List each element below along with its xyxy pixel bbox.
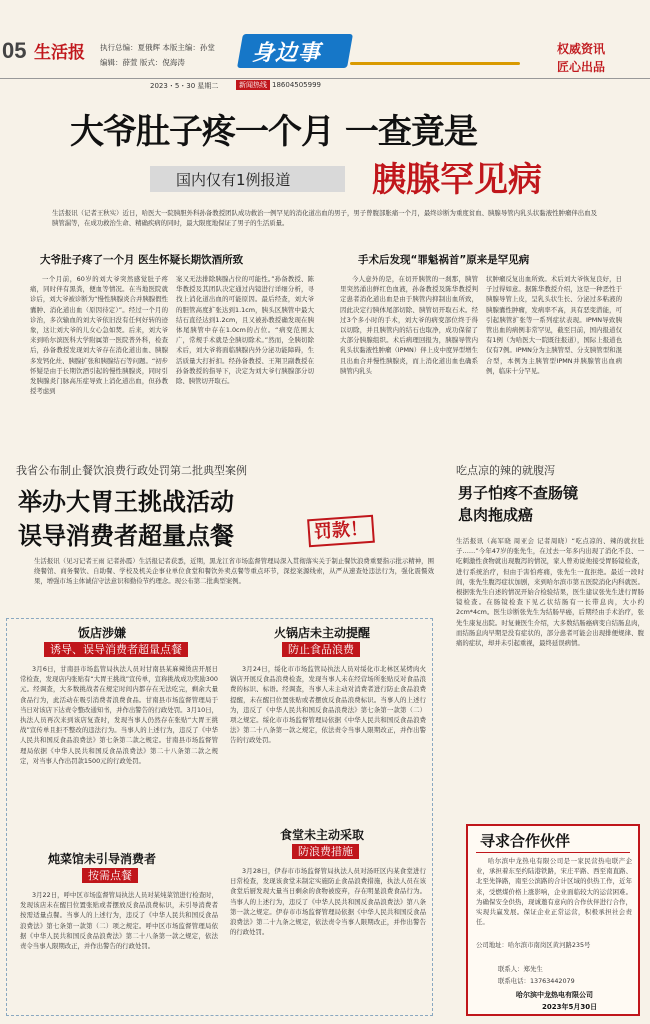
lead-column-3: 今人意外的是，在切开胰管的一刹那，胰管里突然涌出鲜红色血液，孙备教授及陈华教授判定患者消化道出血是由于胰管内抑制出血所致，因此决定行胰体尾部切除、胰管切开取石术。经过3个多小时的手术，刘大爷的病变部位终于得以切除，并且胰管内的结石也取净，成功保留了大部分胰腺组织。术后病理回报为，胰腺导管内乳头状黏液性肿瘤（IPMN）伴上皮中度异型增生且出血合并慢性胰腺炎，而上消化道出血也确系胰管内乳头 — [340, 275, 478, 375]
case-4-subtitle: 防浪费措施 — [292, 844, 359, 859]
lead-intro: 生活报讯（记者王秋实）近日，哈医大一院胰胆外科孙备教授团队成功救治一例罕见的消化道出血的男子，男子曾腹部胀痛一个月，最终诊断为重度贫血、胰腺导管内乳头状黏液性肿瘤伴出血及胰管漏等，在成功救治生命、精确疾病的同时，最大限度地保证了男子的生活质量。 — [52, 209, 597, 228]
ad-address — [476, 940, 632, 962]
case-3 — [10, 850, 222, 1010]
ad-address-value: 哈尔滨市南岗区黄河路235号 — [507, 941, 591, 949]
editor-line-1: 执行总编：夏俄辉 本版主编：孙堂 — [100, 43, 215, 52]
second-headline-line-1: 举办大胃王挑战活动 — [18, 487, 234, 516]
case-4-body: 3月28日，伊春市市场监督管局执法人员对汤旺区内某食堂进行日常检查，发现该食堂未制定实施防止食品浪费措施，执法人员在该食堂后厨发现大量当日剩余的食物被废弃，存在明显浪费食品行为。当事人的上述行为，违反了《中华人民共和国反食品浪费法》第八条第一款之规定。伊春市市场监督管理局依据《中华人民共和国反食品浪费法》第二十九条之规定，依法责令当事人限期改正，并作出警告的行政处罚。 — [230, 867, 426, 937]
second-headline-line-2: 误导消费者超量点餐 — [18, 521, 234, 550]
lead-kicker: 国内仅有1例报道 — [176, 171, 291, 189]
case-1-title: 饭店涉嫌 — [78, 626, 127, 640]
lead-column-4: 状肿瘤反复出血所致。术后刘大爷恢复良好，日子过得如意。据陈华教授介绍，这是一种恶性于胰腺导管上皮，呈乳头状生长、分泌过多粘液的胰腺囊性肿瘤，发病率不高，具有恶变潜能，可引起胰管扩张等一系列症状表现。IPMN导致胰管出血的病例非常罕见，截至目前，国内报道仅有1例（为哈医大一院既往报道），国际上报道也仅有7例。IPMN分为主胰管型、分支胰管型和混合型，本例为主胰管型IPMN并胰腺管出血病例，临床十分罕见。 — [486, 275, 622, 375]
side-story — [448, 460, 646, 820]
masthead — [0, 0, 650, 90]
lead-subhead-right: 手术后发现“罪魁祸首”原来是罕见病 — [358, 254, 530, 266]
ad-company: 哈尔滨中龙热电有限公司 — [516, 991, 593, 999]
ad-contact: 联系人：郑先生 — [498, 965, 543, 973]
ad-title: 寻求合作伙伴 — [480, 832, 571, 850]
side-kicker: 吃点凉的辣的就腹泻 — [456, 464, 555, 477]
side-body: 生活报讯（高军晓 周亚会 记者周晓）“吃点凉的、辣的就拉肚子……”今年47岁的张先生，在过去一年多内出现了消化不良、一吃刺激性食物就出现腹泻的情况，家人曾劝说他接受胃肠镜检查，进行系统治疗，但由于害怕疼痛，张先生一直拒绝。最近一段时间，张先生腹泻症状加剧，来到哈尔滨市第五医院消化内科就医。根据张先生自述的情况开始合检验结果，医生建议张先生进行胃肠镜检查。在肠镜检查下见乙状结肠有一长带息肉，大小约2cm*4cm。医生诊断张先生为结肠早癌，后期经由手术治疗，张先生康复出院。时复兼医生介绍，大多数结肠癌病变自结肠息肉，而结肠息肉早期是没有症状的，部分患者可能会出现排便规律、腹痛的症状，却并未引起重视，最终延误病情。 — [456, 537, 644, 648]
case-2-body: 3月24日，绥化市市场监管局执法人员对绥化市北林区某烤肉火锅店开展反食品浪费检查，发现当事人未在经营场所张贴反对食品浪费的标识、标语。经调查，当事人未主动对消费者进行防止食品浪费提醒，未在醒目位置张贴或者摆放反食品浪费标识。当事人的上述行为，违反了《中华人民共和国反食品浪费法》第七条第一款第（二）项之规定。绥化市市场监督管理局依据《中华人民共和国反食品浪费法》第二十八条第一款之规定，依法责令当事人限期改正，并作出警告的行政处罚。 — [230, 665, 426, 745]
lead-column-1: 一个月前，60岁的刘大爷突然感觉肚子疼痛，同时伴有黑粪，便血等情况。在当地医院就诊后，刘大爷被诊断为“慢性胰腺炎合并胰腺假性囊肿、消化道出血（原因待定）”。经过一个月的诊治，多次输血的刘大爷依旧没有任何好转的迹象，这让刘大爷的儿女心急如焚。后来，刘大爷来到哈尔滨医科大学附属第一医院普外科，检查后，孙备教授发现刘大爷存在消化道出血、胰腺多发钙化灶、胰腺扩张和胰腺结石等问题。“初步怀疑是由于长期饮酒引起的慢性胰腺炎，同时引发胰腺炎门脉高压症导致上消化道出血，但孙教授考虑到 — [30, 275, 168, 396]
ad-address-label: 公司地址： — [476, 941, 508, 949]
ad-body: 哈尔滨中龙热电有限公司是一家民营热电联产企业，承担着东至约陆港铁路，宋庄平路、西至南直路、北至先锋路，南至公滨路的合计区域的供热工作，近年来，受燃煤价格上涨影响，企业面临较大的运营困难。为确保安全供热，现诚邀有意向的合作伙伴进行合作，实现共赢发展。保证企业正常运营，积极承担社会责任。 — [476, 857, 632, 927]
case-3-title: 炖菜馆未引导消费者 — [48, 852, 157, 866]
penalty-stamp: 罚款！ — [307, 515, 375, 548]
case-3-body: 3月22日，呼中区市场监督管局执法人员对某炖菜馆进行检查时，发现该店未在醒目位置张贴或者摆放反食品浪费标识，未引导消费者按需适量点餐。当事人的上述行为，违反了《中华人民共和国反食品浪费法》第七条第一款第（二）项之规定。呼中区市场监督管理局依据《中华人民共和国反食品浪费法》第二十八条第一款之规定，依法责令当事人限期改正，并作出警告的行政处罚。 — [20, 891, 218, 951]
case-1-subtitle: 诱导、误导消费者超量点餐 — [44, 642, 188, 657]
lead-subhead-left: 大爷肚子疼了一个月 医生怀疑长期饮酒所致 — [40, 254, 244, 266]
second-story — [0, 460, 440, 610]
paper-name: 生活报 — [34, 43, 85, 63]
ad-phone: 联系电话：13763442079 — [498, 977, 575, 985]
issue-date: 2023・5・30 星期二 — [150, 82, 219, 90]
case-4-title: 食堂未主动采取 — [280, 828, 365, 842]
second-kicker: 我省公布制止餐饮浪费行政处罚第二批典型案例 — [16, 464, 247, 477]
editor-line-2: 编辑：薛萱 版式：倪海涛 — [100, 58, 185, 67]
slogan-line-1: 权威资讯 — [557, 42, 606, 56]
slogan-line-2: 匠心出品 — [557, 60, 606, 74]
lead-column-2: 案又无法排除胰腺占位的可能性。”孙备教授、陈华教授及其团队决定通过内镜进行详细分析，寻找上消化道出血的可能原因。最后经查，刘大爷的胆管高度扩张达到1.1cm，胰头区胰管中最大结石直径达到1.2cm，且又被孙教授确发现在胰体尾胰管中存在1.0cm的占位。“病变范围太广，常规手术就是全胰切除术。”然而，全胰切除术后，刘大爷将面临胰腺内外分泌功能障碍，生活质量大打折扣。经孙备教授、王翔卫副教授在孙备教授的指导下，决定为刘大爷行胰腺部分切除、胰管切开取石。 — [176, 275, 314, 386]
case-2 — [224, 624, 430, 820]
case-1-body: 3月6日，甘南县市场监管局执法人员对甘南县某麻辣烫店开展日常检查，发现店内张贴有“大胃王挑战”宣传单，宣称挑战成功奖励300元。经调查，大多数挑战者在规定时间内都存在无法吃完，剩余大量食品行为，此活动在吸引消费者浪费食品。甘南县市场监督管理局于当日对该店下达责令整改通知书，并作出警告的行政处罚。3月10日，执法人员再次来到该店复查时，发现当事人仍然存在张贴“大胃王挑战”宣传单且拒不整改的违法行为。当事人的上述行为，违反了《中华人民共和国反食品浪费法》第七条第二款之规定。甘南县市场监督管理局依据《中华人民共和国反食品浪费法》第二十八条第二款之规定，对当事人作出罚款1500元的行政处罚。 — [20, 665, 218, 765]
ad-date: 2023年5月30日 — [542, 1003, 598, 1011]
section-title: 身边事 — [252, 41, 322, 66]
lead-headline-part-2: 胰腺罕见病 — [372, 160, 542, 200]
case-4 — [224, 826, 430, 1012]
partner-ad — [466, 824, 640, 1016]
section-swoosh — [350, 62, 520, 65]
lead-headline-part-1: 大爷肚子疼一个月 一查竟是 — [70, 112, 477, 152]
second-intro: 生活报讯（见习记者王雨 记者孙霞）生活报记者获悉，近期，黑龙江省市场监督管理局深入贯彻落实关于制止餐饮浪费重要指示批示精神，围绕餐馆、商务餐饮、自助餐、学校及机关企事业单位食堂和餐饮外卖点餐等重点环节，深挖案源线索，从严从速查处违法行为，强化震慑效果，增强市场主体诚信守法意识和勤俭节约理念。现公布第二批典型案例。 — [34, 557, 434, 586]
case-1 — [10, 624, 222, 820]
case-2-subtitle: 防止食品浪费 — [282, 642, 360, 657]
case-3-subtitle: 按需点餐 — [82, 868, 138, 883]
side-headline-line-2: 息肉拖成癌 — [458, 506, 534, 524]
lead-story — [0, 94, 650, 460]
ad-title-rule — [476, 852, 630, 853]
hotline-label: 新闻热线 — [236, 80, 270, 90]
hotline-number: 18604505999 — [272, 81, 321, 89]
page-number: 05 — [2, 38, 27, 63]
masthead-rule — [0, 78, 650, 79]
case-2-title: 火锅店未主动提醒 — [274, 626, 371, 640]
side-headline-line-1: 男子怕疼不查肠镜 — [458, 484, 579, 502]
